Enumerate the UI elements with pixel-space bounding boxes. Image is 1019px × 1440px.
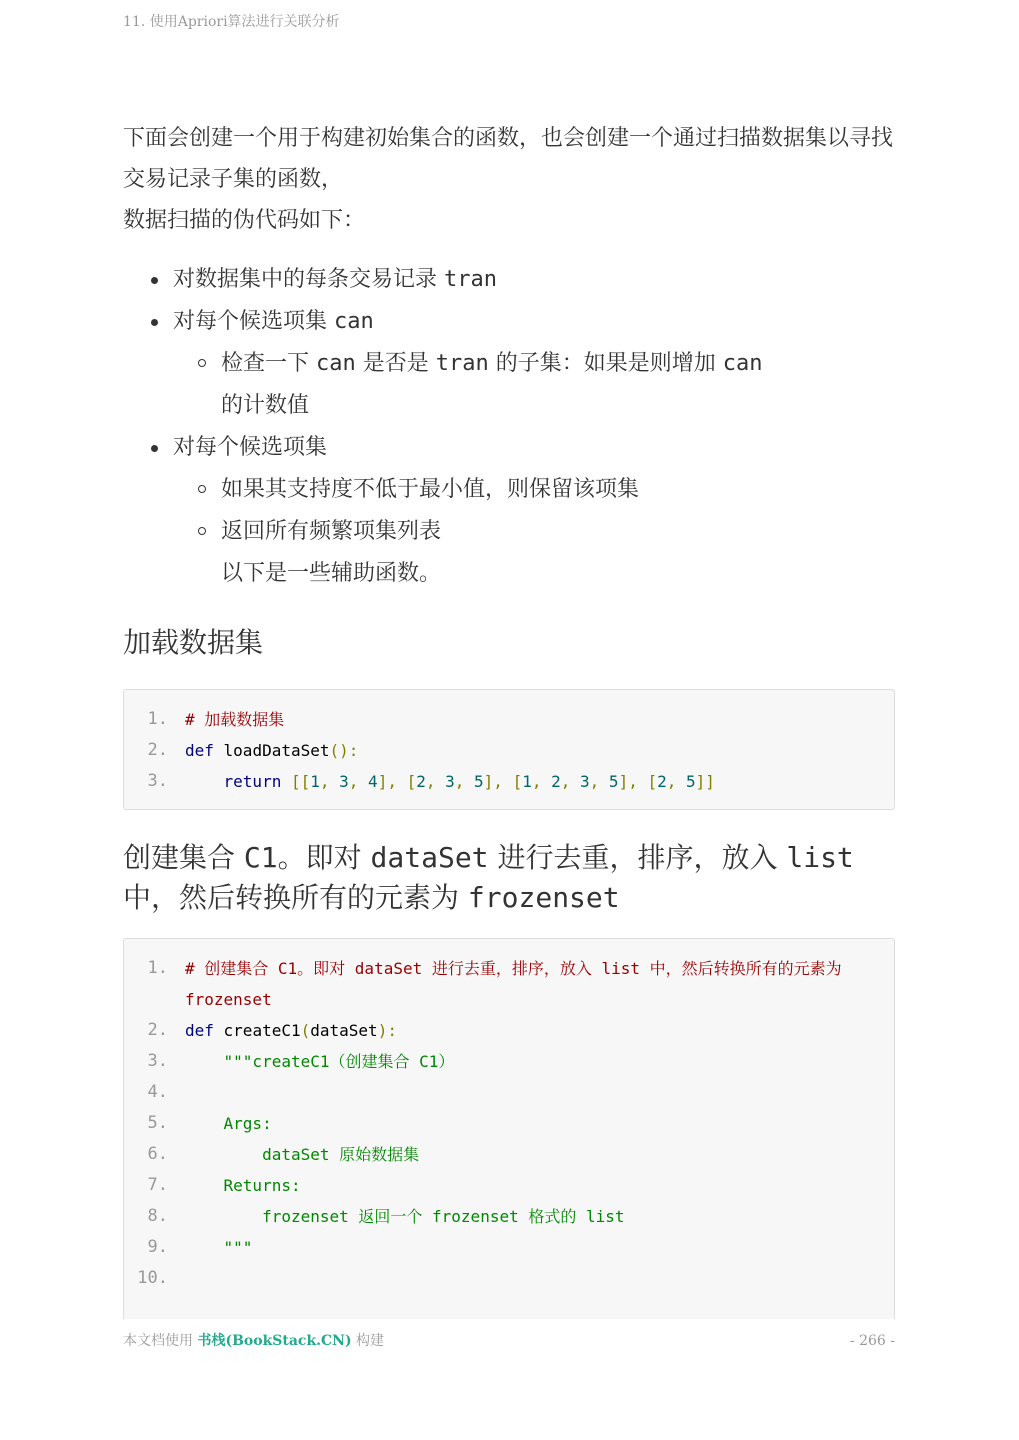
intro-line-2: 数据扫描的伪代码如下：: [123, 208, 366, 233]
footer-text: 本文档使用: [123, 1333, 198, 1349]
heading-text: 创建集合: [123, 841, 244, 874]
pseudocode-list: [123, 259, 895, 553]
code-line: [124, 1263, 894, 1294]
code-line: [124, 953, 894, 1015]
page-number: - 266 -: [849, 1333, 895, 1349]
code-number: 1: [522, 772, 532, 791]
inline-code: dataSet: [370, 841, 489, 874]
code-punctuation: (: [300, 1021, 311, 1040]
page-footer: [123, 1331, 895, 1351]
bullet-disc-icon: [151, 445, 158, 452]
line-number: 6.: [147, 1144, 168, 1164]
inline-code: tran: [444, 267, 497, 292]
list-item: [123, 427, 895, 553]
code-number: 5: [608, 772, 619, 791]
code-line: [124, 1201, 894, 1232]
code-number: 1: [310, 772, 320, 791]
code-punctuation: ], [: [483, 772, 523, 791]
code-punctuation: ,: [319, 772, 340, 791]
list-item-text: 对数据集中的每条交易记录: [173, 267, 444, 292]
sub-list-item: [173, 343, 895, 427]
inline-code: list: [786, 841, 854, 874]
code-docstring: dataSet 原始数据集: [185, 1145, 420, 1164]
line-number: 1.: [147, 958, 168, 978]
code-punctuation: ):: [377, 1021, 397, 1040]
code-line: [124, 735, 894, 766]
line-number: 2.: [147, 740, 168, 760]
code-punctuation: ,: [454, 772, 475, 791]
list-item-text: 对每个候选项集: [173, 435, 328, 460]
inline-code: tran: [435, 351, 489, 376]
bullet-disc-icon: [151, 319, 158, 326]
code-line: [124, 766, 894, 797]
code-docstring: """createC1（创建集合 C1）: [185, 1052, 455, 1071]
document-body: [123, 118, 895, 918]
code-punctuation: ], [: [377, 772, 417, 791]
line-number: 1.: [147, 709, 168, 729]
sub-list: [173, 469, 895, 553]
code-number: 2: [551, 772, 561, 791]
bullet-circle-icon: [198, 485, 206, 493]
inline-code: can: [316, 351, 356, 376]
line-number: 9.: [147, 1237, 168, 1257]
code-punctuation: ], [: [618, 772, 658, 791]
code-docstring: Args:: [185, 1114, 272, 1133]
line-number: 2.: [147, 1020, 168, 1040]
section-heading-create-c1: [123, 838, 895, 918]
intro-paragraph: [123, 118, 895, 241]
inline-code: can: [722, 351, 763, 376]
footer-text: 构建: [351, 1333, 385, 1349]
list-item-text: 是否是: [355, 351, 436, 376]
code-docstring: frozenset 返回一个 frozenset 格式的 list: [185, 1207, 625, 1226]
code-keyword: return: [223, 772, 282, 791]
code-function-name: createC1: [213, 1021, 301, 1040]
footer-built-with: [123, 1331, 384, 1351]
sub-list-item: [173, 469, 895, 511]
code-line: [124, 1139, 894, 1170]
heading-text: 进行去重，排序，放入: [488, 841, 787, 874]
inline-code: frozenset: [467, 881, 620, 914]
code-line: [124, 1170, 894, 1201]
code-punctuation: ,: [589, 772, 609, 791]
list-item-text: 检查一下: [221, 351, 316, 376]
code-block-create-c1: [123, 938, 895, 1319]
code-number: 3: [445, 772, 455, 791]
inline-code: can: [334, 309, 374, 334]
code-comment: # 加载数据集: [185, 710, 285, 729]
list-item: [123, 259, 895, 301]
line-number: 8.: [147, 1206, 168, 1226]
helper-functions-note: 以下是一些辅助函数。: [221, 561, 442, 586]
code-argument: dataSet: [310, 1021, 378, 1040]
line-number: 5.: [147, 1113, 168, 1133]
sub-list: [173, 343, 895, 427]
code-number: 5: [474, 772, 484, 791]
code-comment: # 创建集合 C1。即对 dataSet 进行去重，排序，放入 list 中，然后转换所有的元素为 frozenset: [185, 959, 852, 1009]
code-keyword: def: [185, 1021, 214, 1040]
list-item-text: 返回所有频繁项集列表: [221, 519, 442, 544]
bookstack-link[interactable]: 书栈(BookStack.CN): [197, 1333, 352, 1349]
code-line: [124, 1015, 894, 1046]
page-header-chapter-title: 11. 使用Apriori算法进行关联分析: [123, 14, 340, 30]
line-number: 7.: [147, 1175, 168, 1195]
code-keyword: def: [185, 741, 214, 760]
code-indent: [185, 772, 224, 791]
code-number: 5: [686, 772, 696, 791]
code-block-create-c1-clip: [123, 938, 895, 1319]
line-number: 3.: [147, 771, 168, 791]
code-line: [124, 1046, 894, 1077]
list-item-text: 如果其支持度不低于最小值，则保留该项集: [221, 477, 640, 502]
heading-text: 中，然后转换所有的元素为: [123, 881, 468, 914]
intro-line-1: 下面会创建一个用于构建初始集合的函数，也会创建一个通过扫描数据集以寻找交易记录子集的函数，: [123, 126, 894, 192]
list-item-text: 对每个候选项集: [173, 309, 334, 334]
code-number: 4: [368, 772, 378, 791]
code-number: 3: [339, 772, 349, 791]
code-function-name: loadDataSet: [213, 741, 330, 760]
bullet-disc-icon: [151, 277, 158, 284]
list-item-text: 的子集：如果是则增加: [488, 351, 723, 376]
list-item: [123, 301, 895, 427]
section-heading-load-dataset: 加载数据集: [123, 626, 264, 659]
code-docstring: Returns:: [185, 1176, 301, 1195]
bullet-circle-icon: [198, 359, 206, 367]
code-number: 2: [657, 772, 667, 791]
code-punctuation: ,: [560, 772, 581, 791]
line-number: 4.: [147, 1082, 168, 1102]
bullet-circle-icon: [198, 527, 206, 535]
code-docstring: """: [185, 1238, 253, 1257]
sub-list-item: [173, 511, 895, 553]
inline-code: C1: [243, 841, 278, 874]
code-number: 3: [580, 772, 590, 791]
line-number: 10.: [137, 1268, 168, 1288]
code-punctuation: ,: [531, 772, 552, 791]
code-punctuation: ():: [329, 741, 359, 760]
code-punctuation: ,: [425, 772, 446, 791]
code-line: [124, 1108, 894, 1139]
line-number: 3.: [147, 1051, 168, 1071]
code-punctuation: [[: [290, 772, 311, 791]
code-punctuation: ]]: [695, 772, 715, 791]
code-block-load-dataset: [123, 689, 895, 810]
code-line: [124, 1077, 894, 1108]
heading-text: 。即对: [277, 841, 371, 874]
code-line: [124, 1232, 894, 1263]
code-punctuation: ,: [666, 772, 686, 791]
list-item-text: 的计数值: [221, 393, 310, 418]
code-punctuation: ,: [348, 772, 369, 791]
code-line: [124, 704, 894, 735]
code-number: 2: [416, 772, 426, 791]
code-space: [281, 772, 291, 791]
